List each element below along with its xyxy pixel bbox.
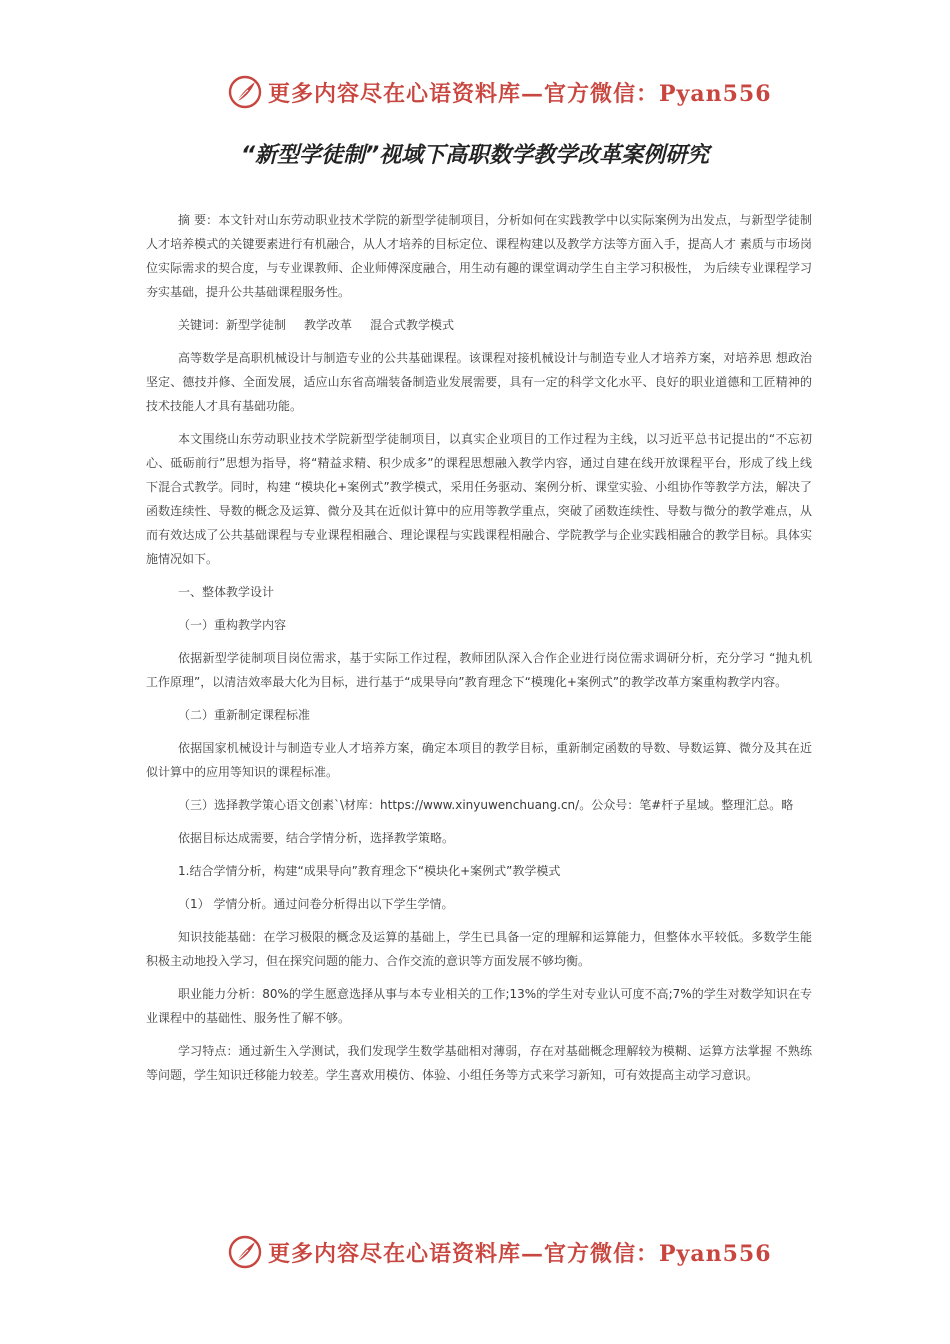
subsection-heading: （一）重构教学内容 bbox=[178, 618, 287, 632]
keywords-line: 关键词：新型学徒制 教学改革 混合式教学模式 bbox=[178, 318, 455, 332]
body-paragraph: 知识技能基础：在学习极限的概念及运算的基础上，学生已具备一定的理解和运算能力，但整体水平较低。多数学生能积极主动地投入学习，但在探究问题的能力、合作交流的意识等方面发展不够均衡。 bbox=[146, 930, 812, 968]
keyword: 教学改革 bbox=[304, 318, 353, 332]
keyword: 混合式教学模式 bbox=[370, 318, 455, 332]
feather-logo-icon bbox=[228, 75, 262, 109]
feather-logo-icon bbox=[228, 1235, 262, 1269]
watermark-text: 更多内容尽在心语资料库—官方微信：Pyan556 bbox=[268, 1240, 772, 1267]
watermark-banner-top bbox=[228, 72, 772, 112]
body-paragraph: 本文围绕山东劳动职业技术学院新型学徒制项目，以真实企业项目的工作过程为主线，以习近平总书记提出的“不忘初心、砥砺前行”思想为指导，将“精益求精、积少成多”的课程思想融入教学内容，通过自建在线开放课程平台，形成了线上线下混合式教学。同时，构建 “模块化+案例式”教学模式，采用任务驱动、案例分析、课堂实验、小组协作等教学方法，解决了函数连续性、导数的概念及运算、微分及其在近似计算中的应用等教学重点，突破了函数连续性、导数与微分的教学难点，从而有效达成了公共基础课程与专业课程相融合、理论课程与实践课程相融合、学院教学与企业实践相融合的教学目标。具体实施情况如下。 bbox=[146, 432, 812, 566]
subsection-heading: （三）选择教学策心语文创素`\材库：https://www.xinyuwenchuang.cn/。公众号：笔#杆子星域。整理汇总。略 bbox=[178, 798, 794, 812]
body-paragraph: 高等数学是高职机械设计与制造专业的公共基础课程。该课程对接机械设计与制造专业人才培养方案，对培养思 想政治坚定、德技并修、全面发展，适应山东省高端装备制造业发展需要，具有一定的科学文化水平、良好的职业道德和工匠精神的技术技能人才具有基础功能。 bbox=[146, 351, 812, 413]
body-paragraph: 依据目标达成需要，结合学情分析，选择教学策略。 bbox=[178, 831, 455, 845]
section-heading: 一、整体教学设计 bbox=[178, 585, 275, 599]
body-paragraph: 学习特点：通过新生入学测试，我们发现学生数学基础相对薄弱，存在对基础概念理解较为模糊、运算方法掌握 不熟练等问题，学生知识迁移能力较差。学生喜欢用模仿、体验、小组任务等方式来学习新知，可有效提高主动学习意识。 bbox=[146, 1044, 812, 1082]
body-paragraph: 依据新型学徒制项目岗位需求，基于实际工作过程，教师团队深入合作企业进行岗位需求调研分析，充分学习 “抛丸机工作原理”，以清洁效率最大化为目标，进行基于“成果导向”教育理念下“模瑰化+案例式”的教学改革方案重构教学内容。 bbox=[146, 651, 812, 689]
body-paragraph: 职业能力分析：80%的学生愿意选择从事与本专业相关的工作;13%的学生对专业认可度不高;7%的学生对数学知识在专业课程中的基础性、服务性了解不够。 bbox=[146, 987, 812, 1025]
numbered-subheading: （1） 学情分析。通过问卷分析得出以下学生学情。 bbox=[178, 897, 454, 911]
body-paragraph: 依据国家机械设计与制造专业人才培养方案，确定本项目的教学目标，重新制定函数的导数、导数运算、微分及其在近似计算中的应用等知识的课程标准。 bbox=[146, 741, 812, 779]
watermark-text: 更多内容尽在心语资料库—官方微信：Pyan556 bbox=[268, 80, 772, 107]
keyword: 新型学徒制 bbox=[226, 318, 287, 332]
subsection-heading: （二）重新制定课程标准 bbox=[178, 708, 311, 722]
numbered-heading: 1.结合学情分析，构建“成果导向”教育理念下“模块化+案例式”教学模式 bbox=[178, 864, 561, 878]
document-title: “新型学徒制”视域下高职数学教学改革案例研究 bbox=[240, 143, 710, 168]
watermark-banner-bottom bbox=[228, 1232, 772, 1272]
abstract-paragraph: 摘 要：本文针对山东劳动职业技术学院的新型学徒制项目，分析如何在实践教学中以实际案例为出发点，与新型学徒制人才培养模式的关键要素进行有机融合，从人才培养的目标定位、课程构建以及教学方法等方面入手，提高人才 素质与市场岗位实际需求的契合度，与专业课教师、企业师傅深度融合，用生动有趣的课堂调动学生自主学习积极性， 为后续专业课程学习夯实基础，提升公共基础课程服务性。 bbox=[146, 213, 812, 299]
document-body bbox=[146, 208, 812, 1096]
